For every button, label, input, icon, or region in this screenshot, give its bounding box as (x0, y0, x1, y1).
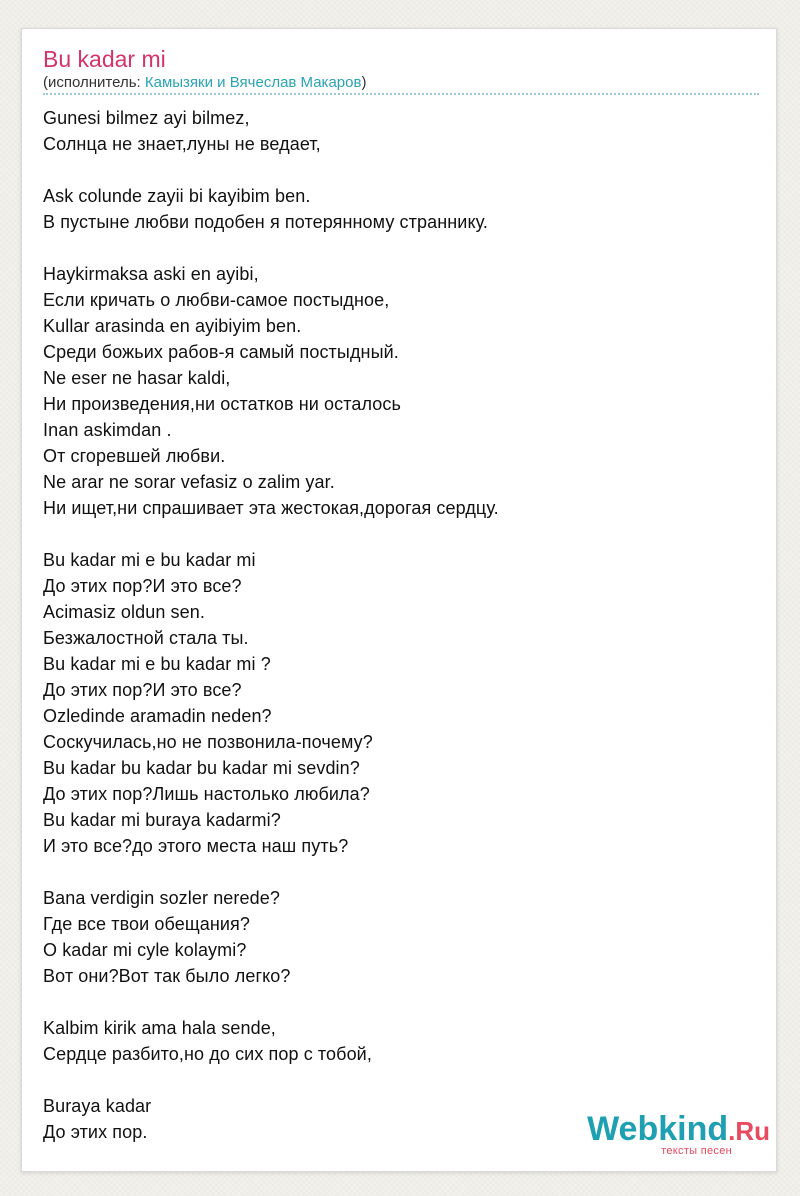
lyric-line: Среди божьих рабов-я самый постыдный. (43, 342, 399, 362)
lyric-line: Безжалостной стала ты. (43, 628, 249, 648)
lyric-line: Haykirmaksa aski en ayibi, (43, 264, 259, 284)
dotted-divider (43, 93, 759, 95)
lyric-line: Ни ищет,ни спрашивает эта жестокая,дорогая сердцу. (43, 498, 499, 518)
song-title: Bu kadar mi (43, 46, 166, 72)
lyric-line: Соскучилась,но не позвонила-почему? (43, 732, 373, 752)
lyric-line: До этих пор?И это все? (43, 680, 242, 700)
lyric-line: Inan askimdan . (43, 420, 172, 440)
lyric-line (43, 521, 753, 547)
lyric-line (43, 1067, 753, 1093)
lyric-line: Bu kadar mi buraya kadarmi? (43, 810, 281, 830)
lyric-line: До этих пор?И это все? (43, 576, 242, 596)
lyric-line: Bu kadar bu kadar bu kadar mi sevdin? (43, 758, 360, 778)
lyric-line: До этих пор?Лишь настолько любила? (43, 784, 370, 804)
lyric-line: Gunesi bilmez ayi bilmez, (43, 108, 250, 128)
lyric-line (43, 235, 753, 261)
logo-tagline: тексты песен (661, 1145, 732, 1157)
lyric-line: Acimasiz oldun sen. (43, 602, 205, 622)
logo-tld: .Ru (728, 1116, 770, 1146)
lyric-line: До этих пор. (43, 1122, 148, 1142)
lyric-line: В пустыне любви подобен я потерянному страннику. (43, 212, 489, 232)
artist-suffix: ) (361, 74, 367, 91)
lyric-line (43, 989, 753, 1015)
lyric-line: Ozledinde aramadin neden? (43, 706, 272, 726)
lyric-line: Солнца не знает,луны не ведает, (43, 134, 321, 154)
lyric-line: Bu kadar mi e bu kadar mi (43, 550, 256, 570)
site-logo[interactable] (570, 1109, 770, 1161)
lyric-line: Kalbim kirik ama hala sende, (43, 1018, 276, 1038)
lyric-line (43, 157, 753, 183)
lyric-line: Сердце разбито,но до сих пор с тобой, (43, 1044, 372, 1064)
lyric-line: Bana verdigin sozler nerede? (43, 888, 280, 908)
lyric-line: O kadar mi cyle kolaymi? (43, 940, 247, 960)
lyric-line: Ne arar ne sorar vefasiz o zalim yar. (43, 472, 335, 492)
lyric-line: Ни произведения,ни остатков ни осталось (43, 394, 401, 414)
lyric-line: Если кричать о любви-самое постыдное, (43, 290, 390, 310)
artist-line (43, 74, 366, 92)
lyric-line: От сгоревшей любви. (43, 446, 226, 466)
lyrics-body (43, 105, 753, 1145)
lyric-line: Вот они?Вот так было легко? (43, 966, 291, 986)
artist-link[interactable]: Камызяки и Вячеслав Макаров (144, 74, 362, 91)
lyric-line: Kullar arasinda en ayibiyim ben. (43, 316, 302, 336)
lyric-line: Buraya kadar (43, 1096, 152, 1116)
lyric-line: Где все твои обещания? (43, 914, 251, 934)
lyric-line (43, 859, 753, 885)
logo-name: Webkind (587, 1110, 729, 1148)
lyric-line: Bu kadar mi e bu kadar mi ? (43, 654, 271, 674)
lyric-line: Ask colunde zayii bi kayibim ben. (43, 186, 311, 206)
lyrics-card (21, 28, 777, 1172)
lyric-line: Ne eser ne hasar kaldi, (43, 368, 231, 388)
artist-prefix: (исполнитель: (43, 74, 145, 91)
lyric-line: И это все?до этого места наш путь? (43, 836, 349, 856)
